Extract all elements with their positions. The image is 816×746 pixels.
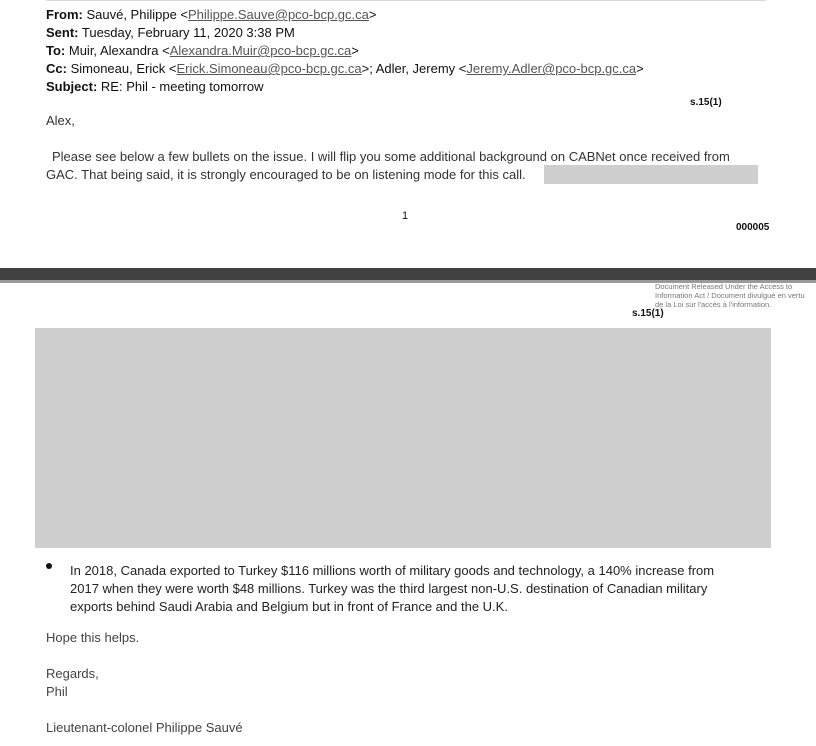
to-email-link[interactable]: Alexandra.Muir@pco-bcp.gc.ca — [169, 43, 352, 58]
redaction-box-inline — [544, 165, 758, 184]
subject-line — [46, 78, 263, 96]
to-name: Muir, Alexandra < — [68, 43, 170, 58]
signature-full: Lieutenant-colonel Philippe Sauvé — [46, 720, 243, 735]
from-close: > — [368, 7, 377, 22]
subject-value: RE: Phil - meeting tomorrow — [100, 79, 264, 94]
section-tag-page2: s.15(1) — [632, 308, 664, 319]
paragraph-line-1: Please see below a few bullets on the issue. I will flip you some additional background on CABNet once received from — [52, 149, 730, 164]
redaction-block — [35, 328, 771, 548]
bullet-paragraph — [70, 562, 760, 616]
header-rule — [46, 0, 766, 1]
closing-line: Hope this helps. — [46, 630, 140, 645]
cc-email-link-1[interactable]: Erick.Simoneau@pco-bcp.gc.ca — [176, 61, 362, 76]
stamp-line-2: Information Act / Document divulgué en vertu — [655, 291, 805, 300]
cc-name-1: Simoneau, Erick < — [70, 61, 177, 76]
salutation: Alex, — [46, 113, 75, 128]
page-1 — [0, 0, 816, 268]
bullet-line-1: In 2018, Canada exported to Turkey $116 millions worth of military goods and technology, a 140% increase from — [70, 563, 715, 578]
stamp-line-1: Document Released Under the Access to — [655, 282, 793, 291]
to-close: > — [351, 43, 359, 58]
regards-line: Regards, — [46, 666, 99, 681]
paragraph-line-2: GAC. That being said, it is strongly encouraged to be on listening mode for this call. — [46, 167, 526, 182]
from-label: From: — [46, 7, 83, 22]
page-divider — [0, 268, 816, 280]
section-tag-page1: s.15(1) — [690, 97, 722, 108]
sent-value: Tuesday, February 11, 2020 3:38 PM — [81, 25, 295, 40]
from-email-link[interactable]: Philippe.Sauve@pco-bcp.gc.ca — [188, 7, 369, 22]
cc-email-link-2[interactable]: Jeremy.Adler@pco-bcp.gc.ca — [466, 61, 637, 76]
sent-label: Sent: — [46, 25, 79, 40]
from-name: Sauvé, Philippe < — [86, 7, 189, 22]
page-number: 1 — [402, 210, 409, 222]
cc-label: Cc: — [46, 61, 67, 76]
signature-short: Phil — [46, 684, 68, 699]
bullet-icon — [46, 563, 52, 569]
bullet-line-3: exports behind Saudi Arabia and Belgium but in front of France and the U.K. — [70, 599, 508, 614]
to-label: To: — [46, 43, 66, 58]
from-line — [46, 6, 376, 24]
stamp-line-3: de la Loi sur l'accès à l'information. — [655, 300, 772, 309]
cc-line — [46, 60, 644, 78]
bullet-line-2: 2017 when they were worth $48 millions. Turkey was the third largest non-U.S. destination of Canadian military — [70, 581, 708, 596]
subject-label: Subject: — [46, 79, 98, 94]
to-line — [46, 42, 359, 60]
document-number: 000005 — [736, 222, 770, 233]
sent-line — [46, 24, 295, 42]
cc-close: > — [636, 61, 644, 76]
cc-separator: >; Adler, Jeremy < — [361, 61, 467, 76]
release-stamp — [655, 282, 815, 309]
